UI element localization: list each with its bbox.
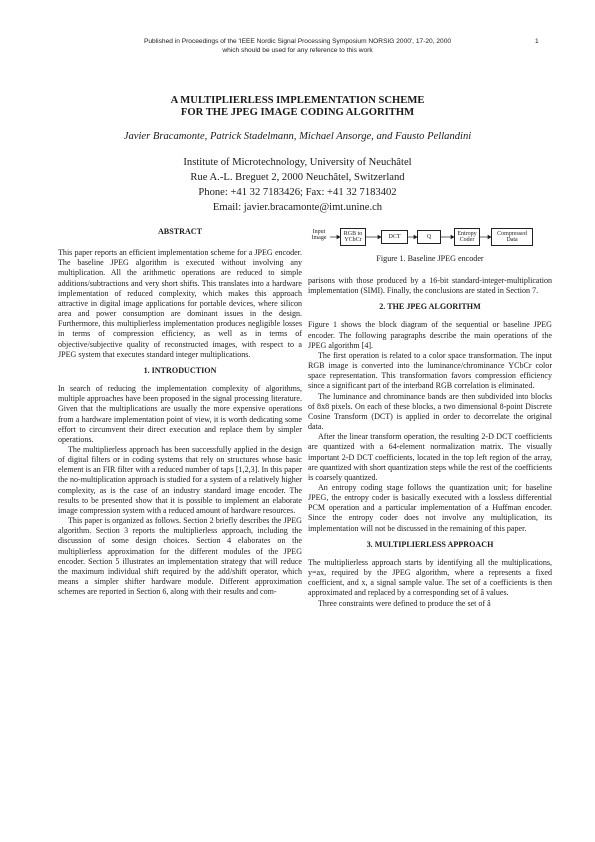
section1-paragraph-4: parisons with those produced by a 16-bit standard-integer-multiplication implementation (SIMI). Finally, the conclusions are stated in Section 7. — [308, 276, 552, 296]
page-number: 1 — [535, 38, 539, 45]
affiliation-email: Email: javier.bracamonte@imt.unine.ch — [212, 202, 383, 213]
running-header-line1: Published in Proceedings of the 'IEEE Nordic Signal Processing Symposium NORSIG 2000', 17-20, 2000 — [143, 38, 452, 45]
section2-paragraph-3: The luminance and chrominance bands are then subdivided into blocks of 8x8 pixels. On each of these blocks, a two dimensional 8-point Discrete Cosine Transform (DCT) is applied in order to decorrelate the original data. — [308, 391, 552, 432]
section2-paragraph-1: Figure 1 shows the block diagram of the sequential or baseline JPEG encoder. The following paragraphs describe the main operations of the JPEG algorithm [4]. — [308, 320, 552, 350]
section3-heading: 3. MULTIPLIERLESS APPROACH — [366, 539, 494, 549]
affiliation-phone: Phone: +41 32 7183426; Fax: +41 32 7183402 — [198, 187, 397, 198]
affiliation-institute: Institute of Microtechnology, University of Neuchâtel — [183, 157, 412, 168]
figure1-block-entropy-coder: Entropy Coder — [454, 228, 480, 246]
abstract-heading: ABSTRACT — [157, 227, 203, 236]
section2-heading: 2. THE JPEG ALGORITHM — [379, 302, 481, 312]
figure1-caption: Figure 1. Baseline JPEG encoder — [376, 254, 484, 263]
section3-paragraph-1: The multiplierless approach starts by identifying all the multiplications, y=ax, required by the JPEG algorithm, where a represents a fixed coefficient, and x, a signal sample value. The set of a coefficients is then approximated and replaced by a corresponding set of â values. — [308, 557, 552, 598]
affiliation-street: Rue A.-L. Breguet 2, 2000 Neuchâtel, Switzerland — [190, 172, 405, 183]
figure1-block-q: Q — [417, 230, 441, 244]
section2-paragraph-2: The first operation is related to a color space transformation. The input RGB image is converted into the luminance/chrominance YCbCr color space representation. This transformation favors compression efficiency since a significant part of the interband RGB correlation is eliminated. — [308, 350, 552, 391]
section1-heading: 1. INTRODUCTION — [143, 365, 217, 375]
paper-title-line2: FOR THE JPEG IMAGE CODING ALGORITHM — [180, 107, 415, 118]
running-header-line2: which should be used for any reference to this work — [222, 47, 373, 54]
figure1-block-rgb-to-ycbcr: RGB to YCbCr — [340, 228, 366, 246]
section1-paragraph-2: The multiplierless approach has been successfully applied in the design of digital filters or in coding systems that rely on structures whose basic element is an FIR filter with a reduced number of taps [1,2,3]. In this paper the no-multiplication approach is studied for a system of a relatively higher complexity, as is the case of an industry standard image encoder. The results to be presented show that it is possible to implement an elaborate image compression system with a reduced amount of hardware resources. — [58, 444, 302, 515]
author-list: Javier Bracamonte, Patrick Stadelmann, Michael Ansorge, and Fausto Pellandini — [123, 131, 472, 142]
figure1-block-compressed-data: Compressed Data — [491, 228, 533, 246]
left-column — [58, 227, 302, 597]
right-column — [308, 264, 552, 609]
section2-paragraph-4: After the linear transform operation, the resulting 2-D DCT coefficients are quantized with a 64-element normalization matrix. The visually important 2-D DCT coefficients, located in the top left region of the array, are quantized with short quantization steps while the rest of the coefficients is coarsely quantized. — [308, 432, 552, 482]
section1-paragraph-1: In search of reducing the implementation complexity of algorithms, multiple approaches have been proposed in the signal processing literature. Given that the multiplications are usually the more expensive operations from a hardware implementation point of view, it is worth dedicating some effort to circumvent their direct execution and replace them by simpler operations. — [58, 384, 302, 444]
abstract-text: This paper reports an efficient implementation scheme for a JPEG encoder. The baseline JPEG algorithm is executed without involving any multiplication. All the arithmetic operations are reduced to simple additions/subtractions and very short shifts. This translates into a hardware implementation of reduced complexity, which makes this approach attractive in digital image applications for portable devices, where silicon area and power consumption are dominant issues in the design. Furthermore, this multiplierless implementation produces negligible losses in terms of compression efficiency, as well as in terms of objective/subjective quality of reconstructed images, with respect to a JPEG system that executes standard integer multiplications. — [58, 248, 302, 359]
section1-paragraph-3: This paper is organized as follows. Section 2 briefly describes the JPEG algorithm. Section 3 reports the multiplierless approach, including the discussion of some design choices. Section 4 elaborates on the multiplierless approximation for the different modules of the JPEG encoder. Section 5 illustrates an implementation strategy that will reduce the maximum individual shift required by the add/shift operator, which means a simpler shifter hardware module. Different approximation schemes are reported in Section 6, along with their results and com- — [58, 516, 302, 597]
figure1-block-diagram — [308, 224, 548, 250]
figure1-block-dct: DCT — [381, 230, 408, 244]
paper-title-line1: A MULTIPLIERLESS IMPLEMENTATION SCHEME — [170, 95, 425, 106]
figure1-input-label: Input Image — [311, 229, 327, 242]
section2-paragraph-5: An entropy coding stage follows the quantization unit; for baseline JPEG, the entropy coder is basically executed with a lossless differential PCM operation and a particular implementation of a Huffman encoder. Since the entropy coder does not involve any multiplication, its implementation will not be discussed in the remaining of this paper. — [308, 482, 552, 533]
section3-paragraph-2: Three constraints were defined to produce the set of â — [318, 598, 491, 608]
